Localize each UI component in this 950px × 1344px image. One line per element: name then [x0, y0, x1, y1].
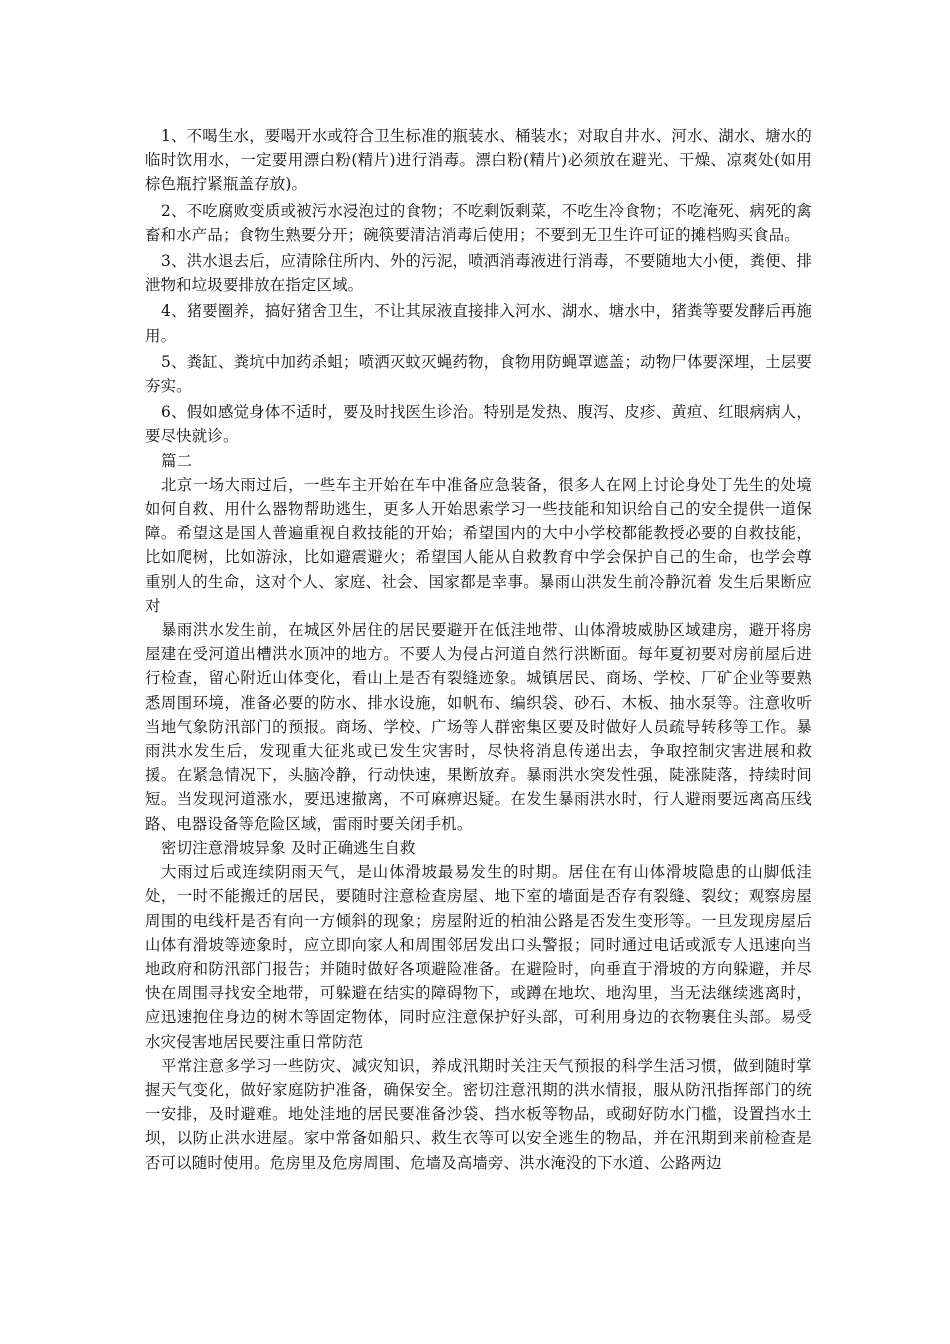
paragraph-9: 大雨过后或连续阴雨天气，是山体滑坡最易发生的时期。居住在有山体滑坡隐患的山脚低洼处，一时不能搬迁的居民，要随时注意检查房屋、地下室的墙面是否存有裂缝、裂纹；观察房屋周围的电线杆是否有向一方倾斜的现象；房屋附近的柏油公路是否发生变形等。一旦发现房屋后山体有滑坡等迹象时，应立即向家人和周围邻居发出口头警报；同时通过电话或派专人迅速向当地政府和防汛部门报告；并随时做好各项避险准备。在避险时，向垂直于滑坡的方向躲避，并尽快在周围寻找安全地带，可躲避在结实的障碍物下，或蹲在地坎、地沟里，当无法继续逃离时，应迅速抱住身边的树木等固定物体，同时应注意保护好头部，可利用身边的衣物裹住头部。易受水灾侵害地居民要注重日常防范: [145, 863, 812, 1051]
section-heading-part-two: 篇二: [161, 451, 193, 470]
paragraph-10: 平常注意多学习一些防灾、减灾知识，养成汛期时关注天气预报的科学生活习惯，做到随时掌握天气变化，做好家庭防护准备，确保安全。密切注意汛期的洪水情报，服从防汛指挥部门的统一安排，及时避难。地处洼地的居民要准备沙袋、挡水板等物品，或砌好防水门槛，设置挡水土坝，以防止洪水进屋。家中常备如船只、救生衣等可以安全逃生的物品，并在汛期到来前检查是否可以随时使用。危房里及危房周围、危墙及高墙旁、洪水淹没的下水道、公路两边: [145, 1056, 812, 1172]
paragraph-4: 4、猪要圈养，搞好猪舍卫生，不让其尿液直接排入河水、湖水、塘水中，猪粪等要发酵后再施用。: [145, 302, 812, 345]
paragraph-5: 5、粪缸、粪坑中加药杀蛆；喷洒灭蚊灭蝇药物，食物用防蝇罩遮盖；动物尸体要深埋，土层要夯实。: [145, 352, 812, 396]
paragraph-1: 1、不喝生水，要喝开水或符合卫生标准的瓶装水、桶装水；对取自井水、河水、湖水、塘水的临时饮用水，一定要用漂白粉(精片)进行消毒。漂白粉(精片)必须放在避光、干燥、凉爽处(如用棕色瓶拧紧瓶盖存放)。: [145, 127, 812, 194]
paragraph-8: 暴雨洪水发生前，在城区外居住的居民要避开在低洼地带、山体滑坡威胁区域建房，避开将房屋建在受河道出槽洪水顶冲的地方。不要人为侵占河道自然行洪断面。每年夏初要对房前屋后进行检查，留心附近山体变化，看山上是否有裂缝迹象。城镇居民、商场、学校、厂矿企业等要熟悉周围环境，准备必要的防水、排水设施，如帆布、编织袋、砂石、木板、抽水泵等。注意收听当地气象防汛部门的预报。商场、学校、广场等人群密集区要及时做好人员疏导转移等工作。暴雨洪水发生后，发现重大征兆或已发生灾害时，尽快将消息传递出去，争取控制灾害进展和救援。在紧急情况下，头脑冷静，行动快速，果断放弃。暴雨洪水突发性强，陡涨陡落，持续时间短。当发现河道涨水，要迅速撤离，不可麻痹迟疑。在发生暴雨洪水时，行人避雨要远离高压线路、电器设备等危险区域，雷雨时要关闭手机。: [145, 621, 812, 833]
paragraph-6: 6、假如感觉身体不适时，要及时找医生诊治。特别是发热、腹泻、皮疹、黄疸、红眼病病人，要尽快就诊。: [145, 403, 812, 446]
document-body: [145, 124, 812, 1175]
section-heading-landslide: 密切注意滑坡异象 及时正确逃生自救: [161, 838, 416, 857]
paragraph-3: 3、洪水退去后，应清除住所内、外的污泥，喷洒消毒液进行消毒，不要随地大小便，粪便、排泄物和垃圾要排放在指定区域。: [145, 252, 812, 295]
paragraph-2: 2、不吃腐败变质或被污水浸泡过的食物；不吃剩饭剩菜，不吃生冷食物；不吃淹死、病死的禽畜和水产品；食物生熟要分开；碗筷要清洁消毒后使用；不要到无卫生许可证的摊档购买食品。: [145, 201, 812, 244]
paragraph-7: 北京一场大雨过后，一些车主开始在车中准备应急装备，很多人在网上讨论身处丁先生的处境如何自救、用什么器物帮助逃生，更多人开始思索学习一些技能和知识给自己的安全提供一道保障。希望这是国人普遍重视自救技能的开始；希望国内的大中小学校都能教授必要的自救技能，比如爬树，比如游泳，比如避震避火；希望国人能从自救教育中学会保护自己的生命，也学会尊重别人的生命，这对个人、家庭、社会、国家都是幸事。暴雨山洪发生前冷静沉着 发生后果断应对: [145, 475, 812, 615]
